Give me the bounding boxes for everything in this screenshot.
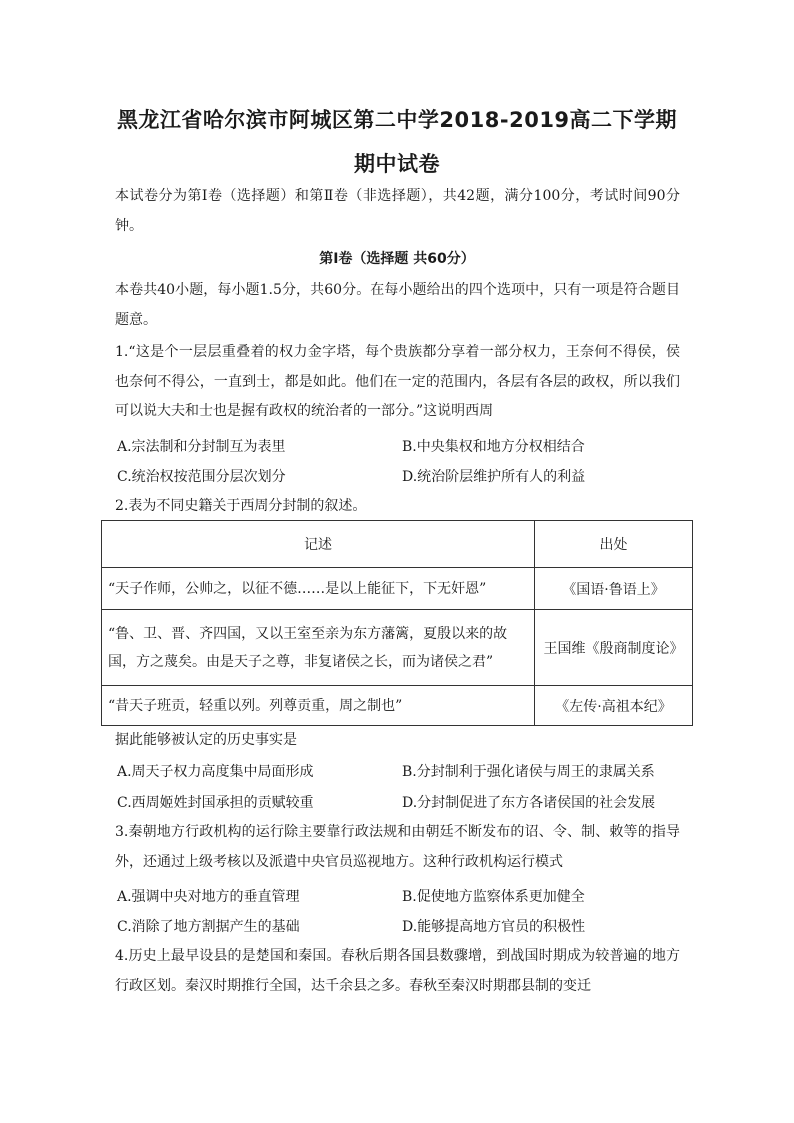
question-2-follow: 据此能够被认定的历史事实是 [115, 732, 297, 748]
question-2-option-d: D.分封制促进了东方各诸侯国的社会发展 [402, 795, 656, 811]
exam-title-line2: 期中试卷 [354, 152, 440, 176]
question-1-option-d: D.统治阶层维护所有人的利益 [402, 469, 586, 485]
question-2-options-row1 [117, 761, 697, 783]
question-3-option-c: C.消除了地方割据产生的基础 [117, 919, 300, 935]
section1-heading: 第Ⅰ卷（选择题 共60分） [319, 251, 475, 267]
question-1-option-c: C.统治权按范围分层次划分 [117, 469, 286, 485]
question-2-option-c: C.西周姬姓封国承担的贡赋较重 [117, 795, 314, 811]
question-3-option-a: A.强调中央对地方的垂直管理 [117, 889, 300, 905]
question-1-option-b: B.中央集权和地方分权相结合 [402, 439, 585, 455]
table-cell-record: “鲁、卫、晋、齐四国，又以王室至亲为东方藩篱，夏殷以来的故国，方之蔑矣。由是天子之尊，非复诸侯之长，而为诸侯之君” [102, 610, 535, 686]
source-table [101, 520, 693, 726]
question-3-option-b: B.促使地方监察体系更加健全 [402, 889, 585, 905]
table-header-row [102, 521, 693, 568]
question-2-stem: 2.表为不同史籍关于西周分封制的叙述。 [115, 498, 367, 514]
section1-instructions: 本卷共40小题，每小题1.5分，共60分。在每小题给出的四个选项中，只有一项是符合题目题意。 [115, 282, 680, 328]
table-cell-record: “昔天子班贡，轻重以列。列尊贡重，周之制也” [102, 686, 535, 726]
question-3-stem: 3.秦朝地方行政机构的运行除主要靠行政法规和由朝廷不断发布的诏、令、制、敕等的指导外，还通过上级考核以及派遣中央官员巡视地方。这种行政机构运行模式 [115, 824, 680, 870]
table-row [102, 686, 693, 726]
table-cell-source: 王国维《殷商制度论》 [535, 610, 693, 686]
table-header-source: 出处 [535, 521, 693, 568]
table-header-record: 记述 [102, 521, 535, 568]
question-1-options-row1 [117, 436, 697, 458]
question-1-option-a: A.宗法制和分封制互为表里 [117, 439, 286, 455]
question-2-option-a: A.周天子权力高度集中局面形成 [117, 764, 314, 780]
table-cell-source: 《国语·鲁语上》 [535, 568, 693, 610]
question-3-options-row2 [117, 916, 697, 938]
table-cell-source: 《左传·高祖本纪》 [535, 686, 693, 726]
exam-title-line1: 黑龙江省哈尔滨市阿城区第二中学2018-2019高二下学期 [116, 108, 678, 132]
question-2-option-b: B.分封制利于强化诸侯与周王的隶属关系 [402, 764, 655, 780]
question-2-options-row2 [117, 792, 697, 814]
table-row [102, 568, 693, 610]
table-row [102, 610, 693, 686]
exam-intro: 本试卷分为第Ⅰ卷（选择题）和第Ⅱ卷（非选择题），共42题，满分100分，考试时间90分钟。 [115, 188, 680, 234]
table-cell-record: “天子作师，公帅之，以征不德……是以上能征下，下无奸恩” [102, 568, 535, 610]
question-1-options-row2 [117, 466, 697, 488]
question-1-stem: 1.“这是个一层层重叠着的权力金字塔，每个贵族都分享着一部分权力，王奈何不得侯，侯也奈何不得公，一直到士，都是如此。他们在一定的范围内，各层有各层的政权，所以我们可以说大夫和士也是握有政权的统治者的一部分。”这说明西周 [115, 344, 680, 419]
question-3-option-d: D.能够提高地方官员的积极性 [402, 919, 586, 935]
question-3-options-row1 [117, 886, 697, 908]
question-4-stem: 4.历史上最早设县的是楚国和秦国。春秋后期各国县数骤增，到战国时期成为较普遍的地方行政区划。秦汉时期推行全国，达千余县之多。春秋至秦汉时期郡县制的变迁 [115, 948, 680, 994]
